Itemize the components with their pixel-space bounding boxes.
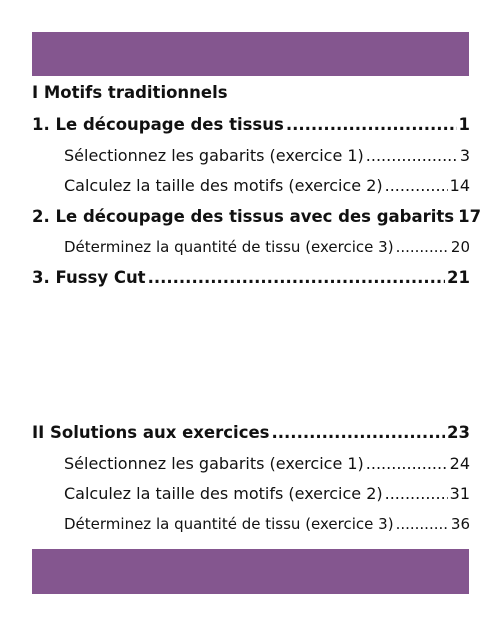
toc-entry-page: 17 bbox=[458, 207, 482, 226]
toc-entry-page: 3 bbox=[459, 146, 470, 165]
toc-entry-chapter-3[interactable] bbox=[32, 270, 470, 287]
toc-entry-page: 1 bbox=[458, 115, 470, 134]
dot-leader bbox=[396, 517, 449, 532]
toc-entry-label: 3. Fussy Cut bbox=[32, 268, 146, 287]
toc-entry-label: Déterminez la quantité de tissu (exercice 3) bbox=[64, 515, 394, 533]
dot-leader bbox=[272, 425, 446, 442]
toc-entry-page: 24 bbox=[449, 454, 470, 473]
dot-leader bbox=[286, 117, 457, 134]
toc-entry-page: 23 bbox=[447, 423, 470, 442]
toc-entry-page: 14 bbox=[449, 176, 470, 195]
toc-entry-page: 20 bbox=[450, 238, 470, 256]
toc-entry-solution-1[interactable] bbox=[64, 456, 470, 472]
dot-leader bbox=[385, 178, 448, 194]
toc-entry-solution-3[interactable] bbox=[64, 517, 470, 532]
toc-entry-exercise-1[interactable] bbox=[64, 148, 470, 164]
toc-entry-label: Déterminez la quantité de tissu (exercice 3) bbox=[64, 238, 394, 256]
part1-title: I Motifs traditionnels bbox=[32, 83, 228, 102]
toc-entry-solution-2[interactable] bbox=[64, 486, 470, 502]
toc-entry-label: 1. Le découpage des tissus bbox=[32, 115, 284, 134]
dot-leader bbox=[366, 456, 448, 472]
toc-entry-part-2[interactable] bbox=[32, 425, 470, 442]
toc-entry-chapter-2[interactable] bbox=[32, 207, 482, 226]
dot-leader bbox=[366, 148, 458, 164]
toc-entry-page: 36 bbox=[450, 515, 470, 533]
toc-entry-exercise-3[interactable] bbox=[64, 240, 470, 255]
toc-entry-page: 21 bbox=[447, 268, 470, 287]
toc-entry-label: Sélectionnez les gabarits (exercice 1) bbox=[64, 146, 364, 165]
toc-entry-label: Calculez la taille des motifs (exercice 2) bbox=[64, 176, 383, 195]
toc-entry-exercise-2[interactable] bbox=[64, 178, 470, 194]
toc-entry-label: Calculez la taille des motifs (exercice 2) bbox=[64, 484, 383, 503]
dot-leader bbox=[396, 240, 449, 255]
dot-leader bbox=[148, 270, 445, 287]
toc-entry-label: 2. Le découpage des tissus avec des gabarits bbox=[32, 207, 455, 226]
toc-entry-page: 31 bbox=[449, 484, 470, 503]
top-decorative-band bbox=[32, 32, 469, 76]
toc-entry-chapter-1[interactable] bbox=[32, 117, 470, 134]
dot-leader bbox=[385, 486, 448, 502]
bottom-decorative-band bbox=[32, 549, 469, 594]
toc-entry-label: Sélectionnez les gabarits (exercice 1) bbox=[64, 454, 364, 473]
part2-title: II Solutions aux exercices bbox=[32, 423, 270, 442]
